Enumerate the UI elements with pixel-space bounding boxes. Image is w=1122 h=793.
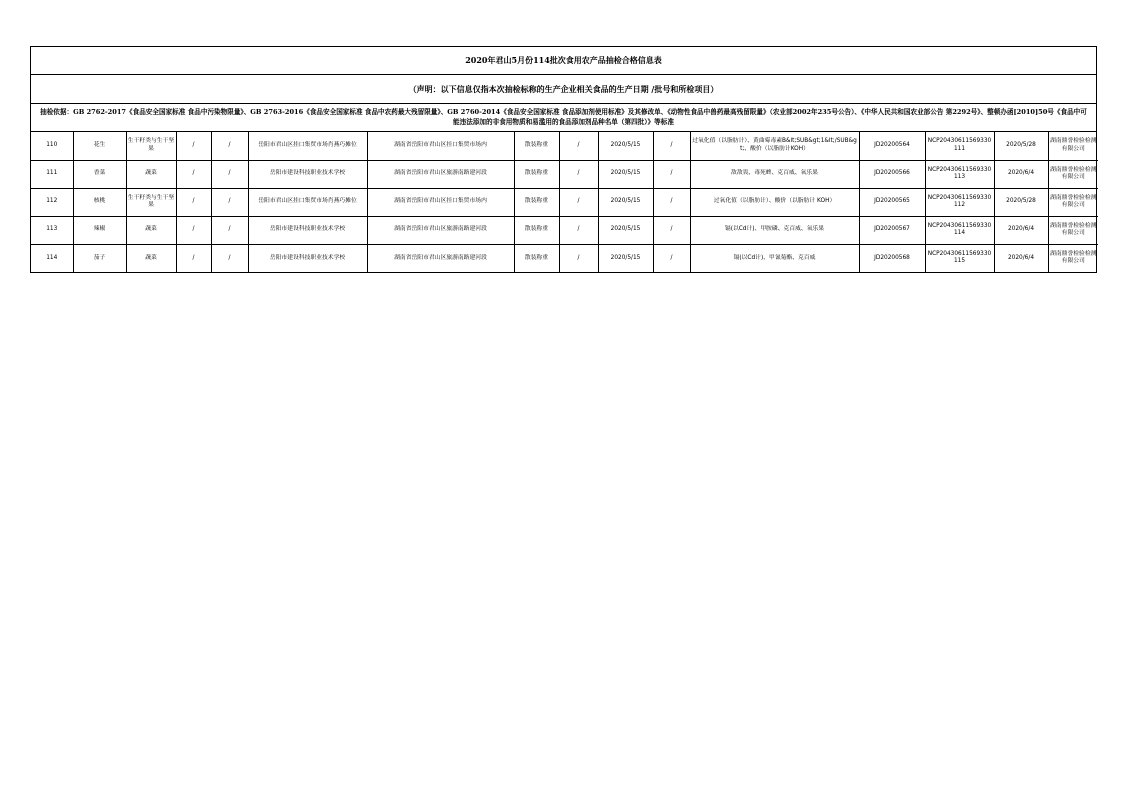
cell-report-date: 2020/6/4 bbox=[994, 244, 1048, 272]
cell-code: JD20200565 bbox=[859, 188, 925, 216]
cell-no: 113 bbox=[31, 216, 73, 244]
cell-items: 敌敌畏、毒死蜱、克百威、氧乐果 bbox=[690, 160, 859, 188]
cell-code: JD20200567 bbox=[859, 216, 925, 244]
cell-c4: / bbox=[176, 132, 211, 160]
cell-items: 镉(以Cd计)、甲氰菊酯、克百威 bbox=[690, 244, 859, 272]
notice-text: （声明：以下信息仅指本次抽检标称的生产企业相关食品的生产日期 /批号和所检项目） bbox=[408, 83, 719, 94]
table-row bbox=[31, 244, 1098, 272]
cell-report: NCP20430611569330111 bbox=[925, 132, 994, 160]
cell-category: 生干籽类与生干坚果 bbox=[126, 188, 176, 216]
inspection-sheet bbox=[30, 46, 1097, 273]
cell-address: 湖南省岳阳市君山区挂口集贸市场内 bbox=[367, 132, 514, 160]
cell-address: 湖南省岳阳市君山区旅游南路建河段 bbox=[367, 160, 514, 188]
cell-category: 蔬菜 bbox=[126, 244, 176, 272]
cell-category: 生干籽类与生干坚果 bbox=[126, 132, 176, 160]
notice-row bbox=[31, 75, 1096, 104]
cell-c11: / bbox=[653, 160, 690, 188]
table-row bbox=[31, 216, 1098, 244]
cell-lab: 湖南鼎誉检验检测有限公司 bbox=[1050, 250, 1097, 265]
cell-seller: 岳阳市君山区挂口集贸市场肖燕巧摊位 bbox=[248, 132, 367, 160]
cell-seller: 岳阳市君山区挂口集贸市场肖燕巧摊位 bbox=[248, 188, 367, 216]
cell-spec: 散装称重 bbox=[514, 244, 559, 272]
cell-lab: 湖南鼎誉检验检测有限公司 bbox=[1048, 188, 1098, 216]
cell-c11: / bbox=[653, 132, 690, 160]
cell-items: 过氧化值（以脂肪计）、酸价（以脂肪计 KOH） bbox=[690, 188, 859, 216]
cell-c11: / bbox=[653, 188, 690, 216]
cell-code: JD20200564 bbox=[859, 132, 925, 160]
cell-c9: / bbox=[559, 244, 598, 272]
results-table bbox=[31, 132, 1098, 272]
cell-date: 2020/5/15 bbox=[598, 216, 653, 244]
cell-report: NCP20430611569330113 bbox=[925, 160, 994, 188]
cell-c4: / bbox=[176, 216, 211, 244]
table-row bbox=[31, 160, 1098, 188]
cell-name: 辣椒 bbox=[73, 216, 126, 244]
cell-category: 蔬菜 bbox=[126, 160, 176, 188]
cell-spec: 散装称重 bbox=[514, 132, 559, 160]
table-row bbox=[31, 132, 1098, 160]
cell-c4: / bbox=[176, 244, 211, 272]
cell-no: 110 bbox=[31, 132, 73, 160]
cell-no: 114 bbox=[31, 244, 73, 272]
cell-c9: / bbox=[559, 132, 598, 160]
cell-name: 香菜 bbox=[73, 160, 126, 188]
table-title-text: 2020年君山5月份114批次食用农产品抽检合格信息表 bbox=[465, 55, 662, 65]
cell-seller: 岳阳市建设科技职业技术学校 bbox=[248, 160, 367, 188]
cell-c9: / bbox=[559, 188, 598, 216]
cell-lab: 湖南鼎誉检验检测有限公司 bbox=[1048, 132, 1098, 160]
cell-no: 112 bbox=[31, 188, 73, 216]
cell-date: 2020/5/15 bbox=[598, 160, 653, 188]
cell-c11: / bbox=[653, 216, 690, 244]
cell-date: 2020/5/15 bbox=[598, 188, 653, 216]
cell-report: NCP20430611569330114 bbox=[925, 216, 994, 244]
table-title bbox=[31, 47, 1096, 75]
cell-address: 湖南省岳阳市君山区旅游南路建河段 bbox=[367, 216, 514, 244]
cell-items: 过氧化值（以脂肪计）、黄曲霉毒素B&lt;SUB&gt;1&lt;/SUB&gt;、酸价（以脂肪计KOH） bbox=[690, 132, 859, 160]
cell-date: 2020/5/15 bbox=[598, 132, 653, 160]
cell-category: 蔬菜 bbox=[126, 216, 176, 244]
cell-lab: 湖南鼎誉检验检测有限公司 bbox=[1048, 160, 1098, 188]
cell-name: 茄子 bbox=[73, 244, 126, 272]
cell-spec: 散装称重 bbox=[514, 160, 559, 188]
cell-code: JD20200566 bbox=[859, 160, 925, 188]
cell-lab: 湖南鼎誉检验检测有限公司 bbox=[1048, 216, 1098, 244]
basis-row bbox=[31, 104, 1096, 132]
cell-c4: / bbox=[176, 160, 211, 188]
cell-address: 湖南省岳阳市君山区旅游南路建河段 bbox=[367, 244, 514, 272]
table-row bbox=[31, 188, 1098, 216]
cell-address: 湖南省岳阳市君山区挂口集贸市场内 bbox=[367, 188, 514, 216]
cell-report-date: 2020/6/4 bbox=[994, 216, 1048, 244]
cell-seller: 岳阳市建设科技职业技术学校 bbox=[248, 244, 367, 272]
cell-c5: / bbox=[211, 244, 248, 272]
cell-c5: / bbox=[211, 216, 248, 244]
cell-c5: / bbox=[211, 160, 248, 188]
basis-text: 抽检依据：GB 2762-2017《食品安全国家标准 食品中污染物限量》、GB 2763-2016《食品安全国家标准 食品中农药最大残留限量》、GB 2760-2014《食品安全国家标准 食品添加剂使用标准》及其修改单、《动物性食品中兽药最高残留限量》（农业部2002年235号公告）、《中华人民共和国农业部公告 第2292号》、整顿办函[2010]50号《食品中可能违法添加的非食用物质和易滥用的食品添加剂品种名单（第四批）》等标准 bbox=[40, 108, 1087, 126]
cell-name: 花生 bbox=[73, 132, 126, 160]
cell-report: NCP20430611569330115 bbox=[925, 244, 994, 272]
cell-seller: 岳阳市建设科技职业技术学校 bbox=[248, 216, 367, 244]
cell-c5: / bbox=[211, 132, 248, 160]
cell-items: 镉(以Cd计)、甲胺磷、克百威、氧乐果 bbox=[690, 216, 859, 244]
cell-report: NCP20430611569330112 bbox=[925, 188, 994, 216]
cell-c5: / bbox=[211, 188, 248, 216]
cell-no: 111 bbox=[31, 160, 73, 188]
cell-report-date: 2020/5/28 bbox=[994, 188, 1048, 216]
cell-spec: 散装称重 bbox=[514, 188, 559, 216]
cell-report-date: 2020/5/28 bbox=[994, 132, 1048, 160]
cell-c9: / bbox=[559, 216, 598, 244]
cell-c11: / bbox=[653, 244, 690, 272]
cell-name: 核桃 bbox=[73, 188, 126, 216]
cell-date: 2020/5/15 bbox=[598, 244, 653, 272]
cell-code: JD20200568 bbox=[859, 244, 925, 272]
cell-spec: 散装称重 bbox=[514, 216, 559, 244]
cell-c4: / bbox=[176, 188, 211, 216]
cell-c9: / bbox=[559, 160, 598, 188]
cell-report-date: 2020/6/4 bbox=[994, 160, 1048, 188]
